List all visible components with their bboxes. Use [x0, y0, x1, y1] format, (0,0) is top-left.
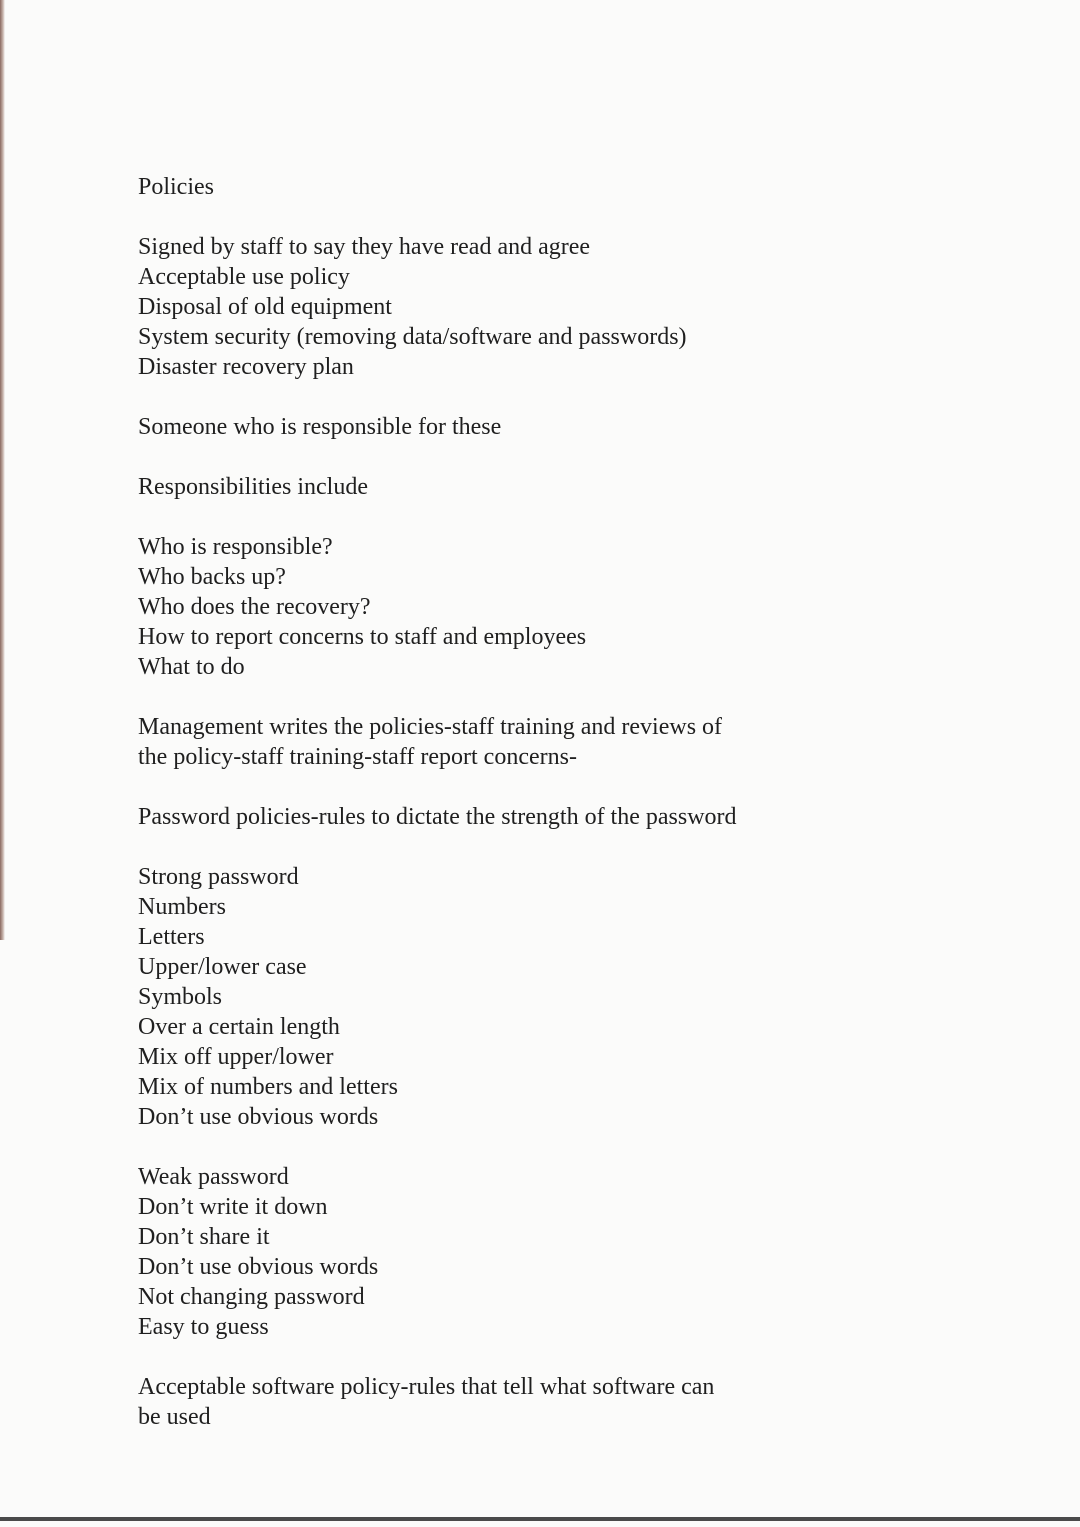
strong-password-item: Over a certain length: [138, 1014, 340, 1040]
weak-password-item: Don’t use obvious words: [138, 1254, 379, 1280]
weak-password-heading: Weak password: [138, 1164, 289, 1190]
management-line: Management writes the policies-staff training and reviews of: [138, 714, 723, 740]
responsibility-item: Who is responsible?: [138, 534, 333, 560]
strong-password-item: Mix off upper/lower: [138, 1044, 334, 1070]
strong-password-item: Upper/lower case: [138, 954, 307, 980]
policy-item: Signed by staff to say they have read and agree: [138, 234, 591, 260]
responsibility-item: What to do: [138, 654, 245, 680]
strong-password-heading: Strong password: [138, 864, 299, 890]
strong-password-item: Mix of numbers and letters: [138, 1074, 398, 1100]
policy-item: Disaster recovery plan: [138, 354, 354, 380]
policy-item: Acceptable use policy: [138, 264, 350, 290]
policy-item: System security (removing data/software and passwords): [138, 324, 687, 350]
password-policies-line: Password policies-rules to dictate the strength of the password: [138, 804, 737, 830]
page-bottom-edge: [0, 1517, 1080, 1521]
weak-password-item: Easy to guess: [138, 1314, 269, 1340]
weak-password-item: Not changing password: [138, 1284, 365, 1310]
responsibilities-heading: Responsibilities include: [138, 474, 368, 500]
strong-password-item: Symbols: [138, 984, 223, 1010]
policies-title: Policies: [138, 174, 214, 200]
weak-password-item: Don’t share it: [138, 1224, 270, 1250]
policy-item: Disposal of old equipment: [138, 294, 392, 320]
responsibility-item: Who does the recovery?: [138, 594, 371, 620]
responsibility-item: How to report concerns to staff and employees: [138, 624, 587, 650]
acceptable-software-line: be used: [138, 1404, 211, 1430]
management-line: the policy-staff training-staff report concerns-: [138, 744, 577, 770]
responsible-line: Someone who is responsible for these: [138, 414, 502, 440]
page-left-edge: [0, 0, 5, 940]
strong-password-item: Don’t use obvious words: [138, 1104, 379, 1130]
weak-password-item: Don’t write it down: [138, 1194, 328, 1220]
strong-password-item: Numbers: [138, 894, 226, 920]
acceptable-software-line: Acceptable software policy-rules that tell what software can: [138, 1374, 715, 1400]
responsibility-item: Who backs up?: [138, 564, 286, 590]
document-body: [138, 172, 898, 1432]
strong-password-item: Letters: [138, 924, 205, 950]
